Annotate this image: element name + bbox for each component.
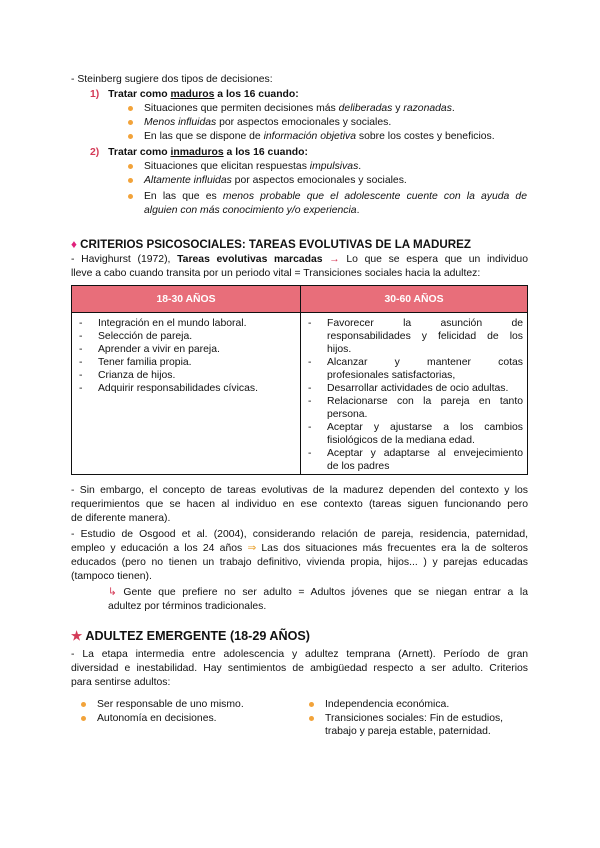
arrow-right-icon: → [329,254,340,265]
immature-item-1-text: Situaciones que elicitan respuestas [144,161,310,172]
table-item: Aprender a vivir en pareja. [98,344,220,355]
bullet-dot-icon [309,702,314,707]
list-dash: - [308,357,312,368]
bullet-dot-icon [128,120,133,125]
osgood-line: educados (pero no tienen un trabajo definitivo, vivienda propia, hijos... ) y parejas educadas [71,557,528,568]
bullet-dot-icon [128,164,133,169]
havighurst-line2: lleve a cabo cuando transita por un periodo vital = Transiciones sociales hacia la adultez: [71,268,481,279]
bullet-dot-icon [309,716,314,721]
adult-criterion: Ser responsable de uno mismo. [97,699,244,710]
table-item: Integración en el mundo laboral. [98,318,247,329]
table-item: Alcanzar y mantener cotas [327,357,523,368]
bullet-dot-icon [81,702,86,707]
table-item: Selección de pareja. [98,331,193,342]
immature-post: a los 16 cuando: [223,147,308,158]
table-item: Adquirir responsabilidades cívicas. [98,383,258,394]
table-item: Desarrollar actividades de ocio adultas. [327,383,509,394]
emerging-paragraph [71,648,528,689]
emerging-line: diversidad e inestabilidad. Hay sentimientos de ambigüedad respecto a ser adulto. Criterios [71,663,528,674]
immature-item-3-line2 [144,204,527,217]
immature-item-2 [144,174,407,187]
immature-item-3-post: . [356,205,360,216]
list-dash: - [308,396,312,407]
mature-heading [90,88,299,101]
immature-keyword: inmaduros [170,147,224,158]
table-item: hijos. [327,344,352,355]
table-item: persona. [327,409,368,420]
criteria-heading-text: CRITERIOS PSICOSOCIALES: TAREAS EVOLUTIVAS DE LA MADUREZ [80,238,471,251]
table-cell-30-60 [301,313,528,475]
bullet-dot-icon [128,194,133,199]
table-item: Aceptar y adaptarse al envejecimiento [327,448,523,459]
table-item: Crianza de hijos. [98,370,176,381]
tasks-table [71,285,528,475]
havighurst-pre: - Havighurst (1972), [71,254,178,265]
table-item: responsabilidades y felicidad de los [327,331,523,342]
note-line1-text: Gente que prefiere no ser adulto = Adultos jóvenes que se niegan entrar a la [123,587,528,598]
mature-item-1-text: Situaciones que permiten decisiones más [144,103,339,114]
mature-pre: Tratar como [108,89,171,100]
bullet-dot-icon [128,178,133,183]
immature-item-2-em: Altamente influidas [144,175,232,186]
mature-item-3-em: información objetiva [263,131,357,142]
havighurst-bold: Tareas evolutivas marcadas [177,254,323,265]
immature-item-3-text: En las que es [144,191,223,202]
emerging-line: para sentirse adultos: [71,677,171,688]
table-item: Tener familia propia. [98,357,192,368]
mature-item-1-post: . [451,103,455,114]
emerging-heading-text: ADULTEZ EMERGENTE (18-29 AÑOS) [85,629,310,643]
list-dash: - [308,448,312,459]
criteria-heading [71,238,471,251]
immature-item-3-em: menos probable que el adolescente cuente con la ayuda de [222,191,527,202]
mature-number: 1) [90,89,100,100]
bullet-dot-icon [128,134,133,139]
list-dash: - [308,422,312,433]
mature-item-1-mid: y [392,103,404,114]
mature-item-2-text: por aspectos emocionales y sociales. [216,117,392,128]
adult-criterion: Transiciones sociales: Fin de estudios, [325,713,504,724]
osgood-line: - Estudio de Osgood et al. (2004), considerando relación de pareja, residencia, paternidad, [71,529,528,540]
table-item: Relacionarse con la pareja en tanto [327,396,523,407]
bullet-dot-icon [128,106,133,111]
osgood-paragraph [71,528,528,583]
immature-pre: Tratar como [108,147,171,158]
steinberg-intro: - Steinberg sugiere dos tipos de decisiones: [71,74,273,85]
table-item: Aceptar y ajustarse a los cambios [327,422,523,433]
immature-heading [90,146,308,159]
mature-item-1-em2: razonadas [403,103,452,114]
mature-item-3-post: sobre los costes y beneficios. [356,131,495,142]
list-dash: - [308,383,312,394]
mature-keyword: maduros [170,89,215,100]
emerging-line: - La etapa intermedia entre adolescencia y adultez temprana (Arnett). Período de gran [71,649,528,660]
context-line: - Sin embargo, el concepto de tareas evolutivas de la madurez dependen del contexto y los [71,485,528,496]
mature-item-2-em: Menos influidas [144,117,217,128]
immature-item-1-em: impulsivas [309,161,359,172]
osgood-line: (tampoco tienen). [71,571,152,582]
note-line2: adultez por términos tradicionales. [108,601,267,612]
osgood-line [71,542,528,555]
table-col2-list [301,313,527,474]
table-cell-18-30: - Integración en el mundo laboral. - Selección de pareja. - Aprender a vivir en pareja. - Tener familia propia. - Crianza de hijos. - Adquirir responsabilidades cívicas. [72,313,301,475]
mature-post: a los 16 cuando: [214,89,299,100]
mature-item-1-em: deliberadas [338,103,393,114]
context-line: de diferente manera). [71,513,171,524]
table-item: fisiológicos de la mediana edad. [327,435,475,446]
double-arrow-icon: ⇒ [247,543,257,554]
adult-criterion-cont: trabajo y pareja estable, paternidad. [325,726,491,737]
havighurst-line1 [71,253,528,266]
list-dash: - [308,318,312,329]
immature-item-2-text: por aspectos emocionales y sociales. [231,175,407,186]
context-paragraph [71,484,528,525]
osgood-line2-post: Las dos situaciones más frecuentes era la de solteros [256,543,528,554]
immature-item-1 [144,160,361,173]
mature-item-2 [144,116,391,129]
note-paragraph [108,586,528,613]
havighurst-post: Lo que se espera que un individuo [339,254,528,265]
mature-item-3-text: En las que se dispone de [144,131,264,142]
return-arrow-icon: ↳ [108,587,117,598]
adult-criterion: Autonomía en decisiones. [97,713,217,724]
immature-item-3-em-line2: alguien con más conocimiento y/o experiencia [144,205,357,216]
mature-item-1 [144,102,455,115]
bullet-dot-icon [81,716,86,721]
note-line1 [108,586,528,599]
mature-item-3 [144,130,495,143]
diamond-icon: ♦ [71,238,77,251]
immature-item-3 [144,190,527,217]
table-item: de los padres [327,461,390,472]
context-line: requerimientos que se hacen al individuo en ese contexto (tareas siguen funcionando pero [71,499,528,510]
emerging-heading [71,630,310,643]
osgood-line2-pre: empleo y educación a los 24 años [71,543,248,554]
table-item: Favorecer la asunción de [327,318,523,329]
star-icon: ★ [71,629,83,643]
table-header-18-30: 18-30 AÑOS [72,286,301,313]
immature-number: 2) [90,147,100,158]
table-item: profesionales satisfactorias, [327,370,456,381]
table-header-30-60: 30-60 AÑOS [301,286,528,313]
adult-criterion: Independencia económica. [325,699,450,710]
immature-item-3-line1 [144,190,527,203]
immature-item-1-post: . [358,161,362,172]
